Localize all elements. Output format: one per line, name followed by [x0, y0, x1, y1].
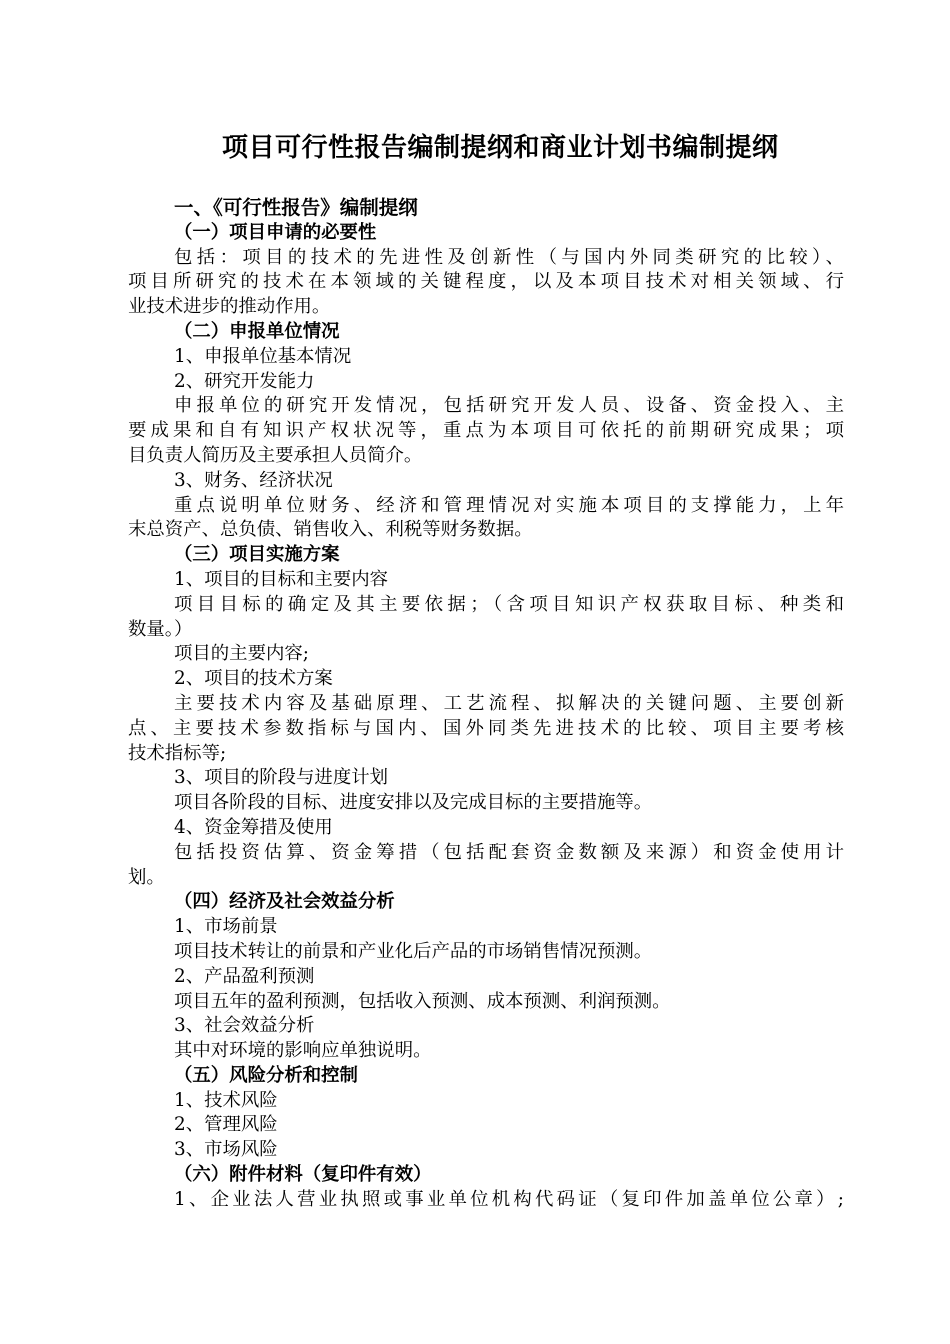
- paragraph-line: 3、项目的阶段与进度计划: [174, 767, 388, 789]
- paragraph-line: 划。: [128, 866, 165, 888]
- paragraph-line: 技术指标等;: [128, 742, 227, 764]
- subsection-heading: （四）经济及社会效益分析: [174, 891, 395, 913]
- paragraph-line: 1、项目的目标和主要内容: [174, 568, 388, 590]
- paragraph-line: 其中对环境的影响应单独说明。: [174, 1040, 432, 1062]
- paragraph-line: 2、项目的技术方案: [174, 668, 333, 690]
- paragraph-line: 1、申报单位基本情况: [174, 345, 352, 367]
- paragraph-line: 3、社会效益分析: [174, 1015, 315, 1037]
- paragraph-line: 项目技术转让的前景和产业化后产品的市场销售情况预测。: [174, 940, 653, 962]
- paragraph-line: 1、技术风险: [174, 1089, 278, 1111]
- document-title: 项目可行性报告编制提纲和商业计划书编制提纲: [222, 133, 779, 163]
- paragraph-line: 1、企业法人营业执照或事业单位机构代码证（复印件加盖单位公章）;: [174, 1188, 844, 1210]
- paragraph-line: 项目所研究的技术在本领域的关键程度，以及本项目技术对相关领域、行: [128, 271, 844, 293]
- paragraph-line: 3、市场风险: [174, 1139, 278, 1161]
- paragraph-line: 点、主要技术参数指标与国内、国外同类先进技术的比较、项目主要考核: [128, 717, 844, 739]
- paragraph-line: 申报单位的研究开发情况，包括研究开发人员、设备、资金投入、主: [174, 395, 844, 417]
- paragraph-line: 末总资产、总负债、销售收入、利税等财务数据。: [128, 519, 533, 541]
- paragraph-line: 2、产品盈利预测: [174, 965, 315, 987]
- paragraph-line: 项目目标的确定及其主要依据；（含项目知识产权获取目标、种类和: [174, 593, 844, 615]
- subsection-heading: （六）附件材料（复印件有效）: [174, 1164, 432, 1186]
- paragraph-line: 项目各阶段的目标、进度安排以及完成目标的主要措施等。: [174, 792, 653, 814]
- subsection-heading: （五）风险分析和控制: [174, 1064, 358, 1086]
- subsection-heading: （二）申报单位情况: [174, 320, 340, 342]
- paragraph-line: 2、管理风险: [174, 1114, 278, 1136]
- subsection-heading: （一）项目申请的必要性: [174, 221, 377, 243]
- paragraph-line: 重点说明单位财务、经济和管理情况对实施本项目的支撑能力，上年: [174, 494, 844, 516]
- section-heading: 一、《可行性报告》编制提纲: [174, 196, 418, 219]
- paragraph-line: 项目五年的盈利预测，包括收入预测、成本预测、利润预测。: [174, 990, 671, 1012]
- paragraph-line: 目负责人简历及主要承担人员简介。: [128, 444, 423, 466]
- paragraph-line: 业技术进步的推动作用。: [128, 296, 331, 318]
- document-body: [128, 196, 844, 1213]
- paragraph-line: 4、资金筹措及使用: [174, 816, 333, 838]
- paragraph-line: 3、财务、经济状况: [174, 469, 333, 491]
- paragraph-line: 1、市场前景: [174, 916, 278, 938]
- paragraph-line: 主要技术内容及基础原理、工艺流程、拟解决的关键问题、主要创新: [174, 692, 844, 714]
- subsection-heading: （三）项目实施方案: [174, 544, 340, 566]
- paragraph-line: 包括投资估算、资金筹措（包括配套资金数额及来源）和资金使用计: [174, 841, 844, 863]
- paragraph-line: 要成果和自有知识产权状况等，重点为本项目可依托的前期研究成果；项: [128, 420, 844, 442]
- paragraph-line: 包括：项目的技术的先进性及创新性（与国内外同类研究的比较）、: [174, 246, 844, 268]
- paragraph-line: 项目的主要内容;: [174, 643, 309, 665]
- paragraph-line: 2、研究开发能力: [174, 370, 315, 392]
- paragraph-line: 数量。）: [128, 618, 193, 640]
